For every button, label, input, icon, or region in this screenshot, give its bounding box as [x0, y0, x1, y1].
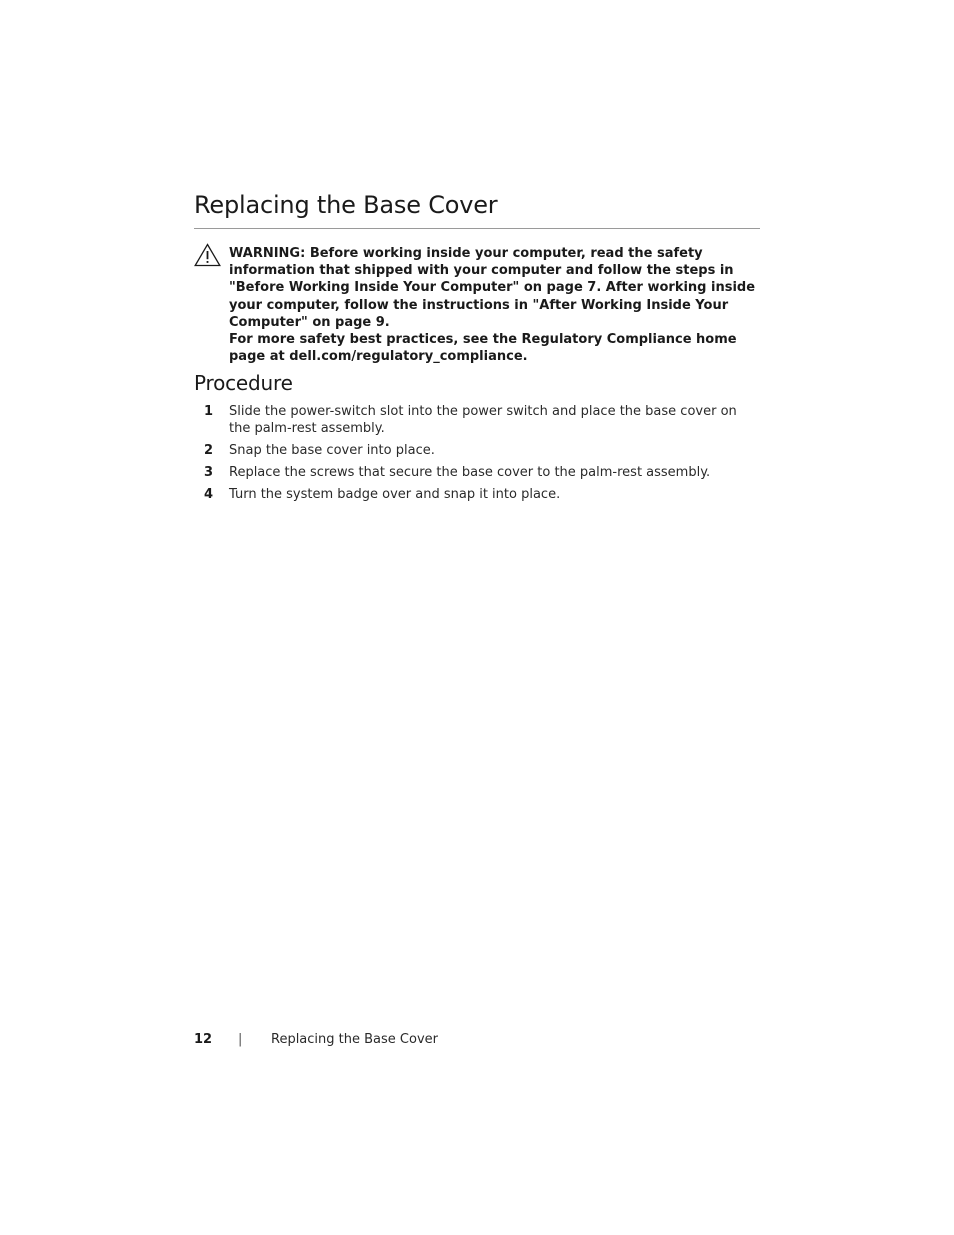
step-text: Turn the system badge over and snap it into place. — [229, 486, 561, 502]
procedure-step — [194, 464, 760, 481]
procedure-step — [194, 403, 760, 437]
procedure-step — [194, 442, 760, 459]
warning-triangle-icon — [194, 243, 221, 267]
warning-paragraph: WARNING: Before working inside your computer, read the safety information that shipped with your computer and follow the steps in "Before Working Inside Your Computer" on page 7. After working inside your computer, follow the instructions in "After Working Inside Your Computer" on page 9. — [229, 246, 756, 330]
step-text: Replace the screws that secure the base cover to the palm-rest assembly. — [229, 464, 711, 480]
page-title: Replacing the Base Cover — [194, 191, 498, 219]
page-number: 12 — [194, 1032, 213, 1047]
step-text: Snap the base cover into place. — [229, 443, 435, 458]
procedure-heading: Procedure — [194, 371, 293, 395]
step-number: 1 — [204, 404, 214, 419]
procedure-steps — [194, 403, 760, 507]
footer-section-title: Replacing the Base Cover — [271, 1032, 438, 1047]
procedure-step — [194, 486, 760, 503]
title-divider — [194, 228, 760, 229]
step-number: 3 — [204, 464, 214, 480]
step-number: 2 — [204, 443, 214, 458]
step-number: 4 — [204, 486, 214, 502]
footer-separator: | — [238, 1032, 243, 1047]
warning-text — [229, 245, 760, 365]
step-text: Slide the power-switch slot into the power switch and place the base cover on the palm-rest assembly. — [229, 404, 737, 437]
warning-paragraph-safety: For more safety best practices, see the Regulatory Compliance home page at dell.com/regulatory_compliance. — [229, 332, 737, 365]
